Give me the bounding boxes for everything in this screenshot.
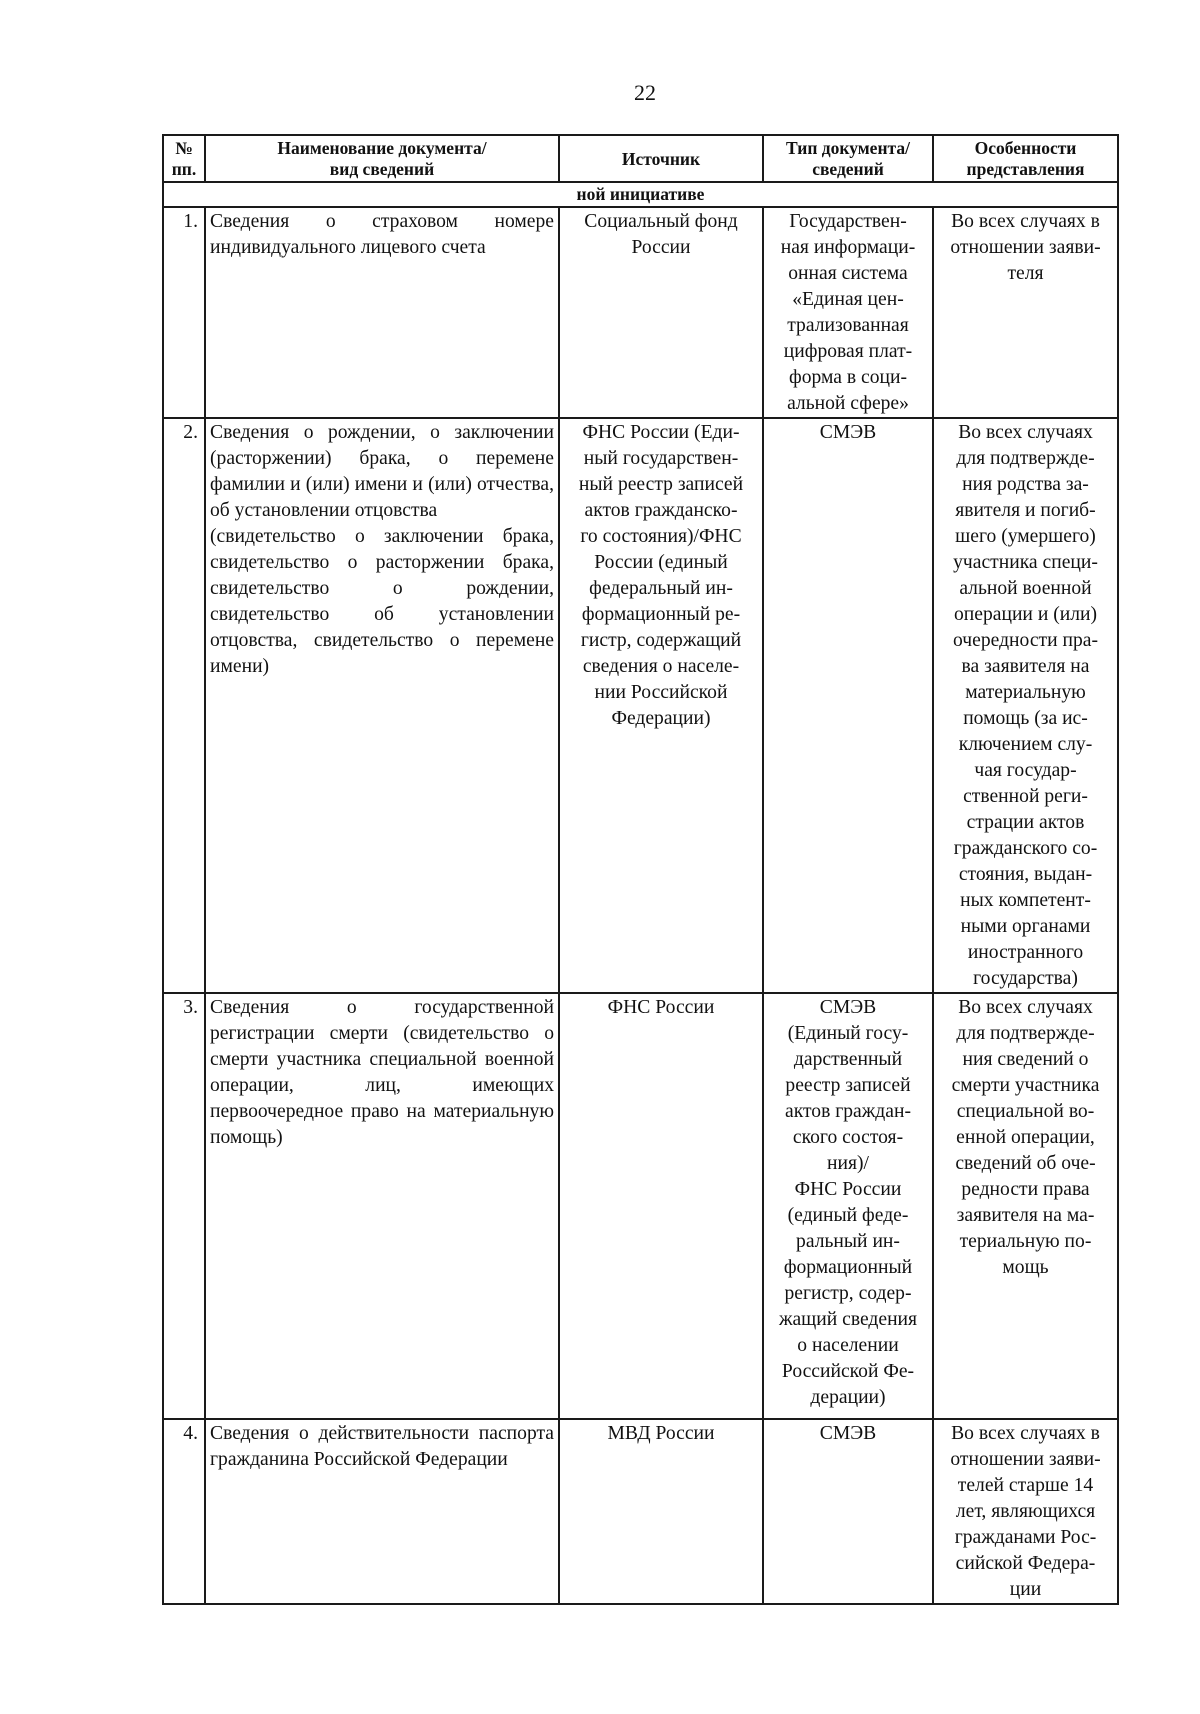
- table-row: [163, 207, 1118, 418]
- row-type: СМЭВ: [763, 1419, 933, 1604]
- section-row: [163, 182, 1118, 207]
- table-row: [163, 1419, 1118, 1604]
- table-header-row: [163, 135, 1118, 182]
- row-source: МВД России: [559, 1419, 763, 1604]
- row-name: Сведения о страховом номере индивидуального лицевого счета: [205, 207, 559, 418]
- row-features: Во всех случаях для подтвержде- ния сведений о смерти участника специальной во- енной операции, сведений об оче- редности права заявителя на ма- териальную по- мощь: [933, 993, 1118, 1419]
- row-type: СМЭВ (Единый госу- дарственный реестр записей актов граждан- ского состоя- ния)/ ФНС России (единый феде- ральный ин- формационный регистр, содер- жащий сведения о населении Российской Фе- дерации): [763, 993, 933, 1419]
- row-name: Сведения о государственной регистрации смерти (свидетельство о смерти участника специальной военной операции, лиц, имеющих первоочередное право на материальную помощь): [205, 993, 559, 1419]
- row-features: Во всех случаях в отношении заяви- теля: [933, 207, 1118, 418]
- row-source: ФНС России: [559, 993, 763, 1419]
- header-features: Особенности представления: [933, 135, 1118, 182]
- header-source: Источник: [559, 135, 763, 182]
- row-features: Во всех случаях в отношении заяви- телей старше 14 лет, являющихся гражданами Рос- сийской Федера- ции: [933, 1419, 1118, 1604]
- row-num: 4.: [163, 1419, 205, 1604]
- documents-table: [162, 134, 1119, 1605]
- page-number: 22: [634, 80, 656, 105]
- header-type: Тип документа/ сведений: [763, 135, 933, 182]
- row-name: Сведения о действительности паспорта гражданина Российской Федерации: [205, 1419, 559, 1604]
- row-name: Сведения о рождении, о заключении (расторжении) брака, о перемене фамилии и (или) имени и (или) отчества, об установлении отцовства (свидетельство о заключении брака, свидетельство о расторжении брака, свидетельство о рождении, свидетельство об установлении отцовства, свидетельство о перемене имени): [205, 418, 559, 993]
- row-num: 1.: [163, 207, 205, 418]
- section-title: ной инициативе: [163, 182, 1118, 207]
- row-features: Во всех случаях для подтвержде- ния родства за- явителя и погиб- шего (умершего) участника специ- альной военной операции и (или) очередности пра- ва заявителя на материальную помощь (за ис- ключением слу- чая государ- ственной реги- страции актов гражданского со- стояния, выдан- ных компетент- ными органами иностранного государства): [933, 418, 1118, 993]
- row-source: ФНС России (Еди- ный государствен- ный реестр записей актов гражданско- го состояния)/ФНС России (единый федеральный ин- формационный ре- гистр, содержащий сведения о населе- нии Российской Федерации): [559, 418, 763, 993]
- row-num: 3.: [163, 993, 205, 1419]
- row-type: Государствен- ная информаци- онная система «Единая цен- трализованная цифровая плат- форма в соци- альной сфере»: [763, 207, 933, 418]
- header-num: № пп.: [163, 135, 205, 182]
- table-row: [163, 993, 1118, 1419]
- row-source: Социальный фонд России: [559, 207, 763, 418]
- row-type: СМЭВ: [763, 418, 933, 993]
- header-name: Наименование документа/ вид сведений: [205, 135, 559, 182]
- row-num: 2.: [163, 418, 205, 993]
- table-row: [163, 418, 1118, 993]
